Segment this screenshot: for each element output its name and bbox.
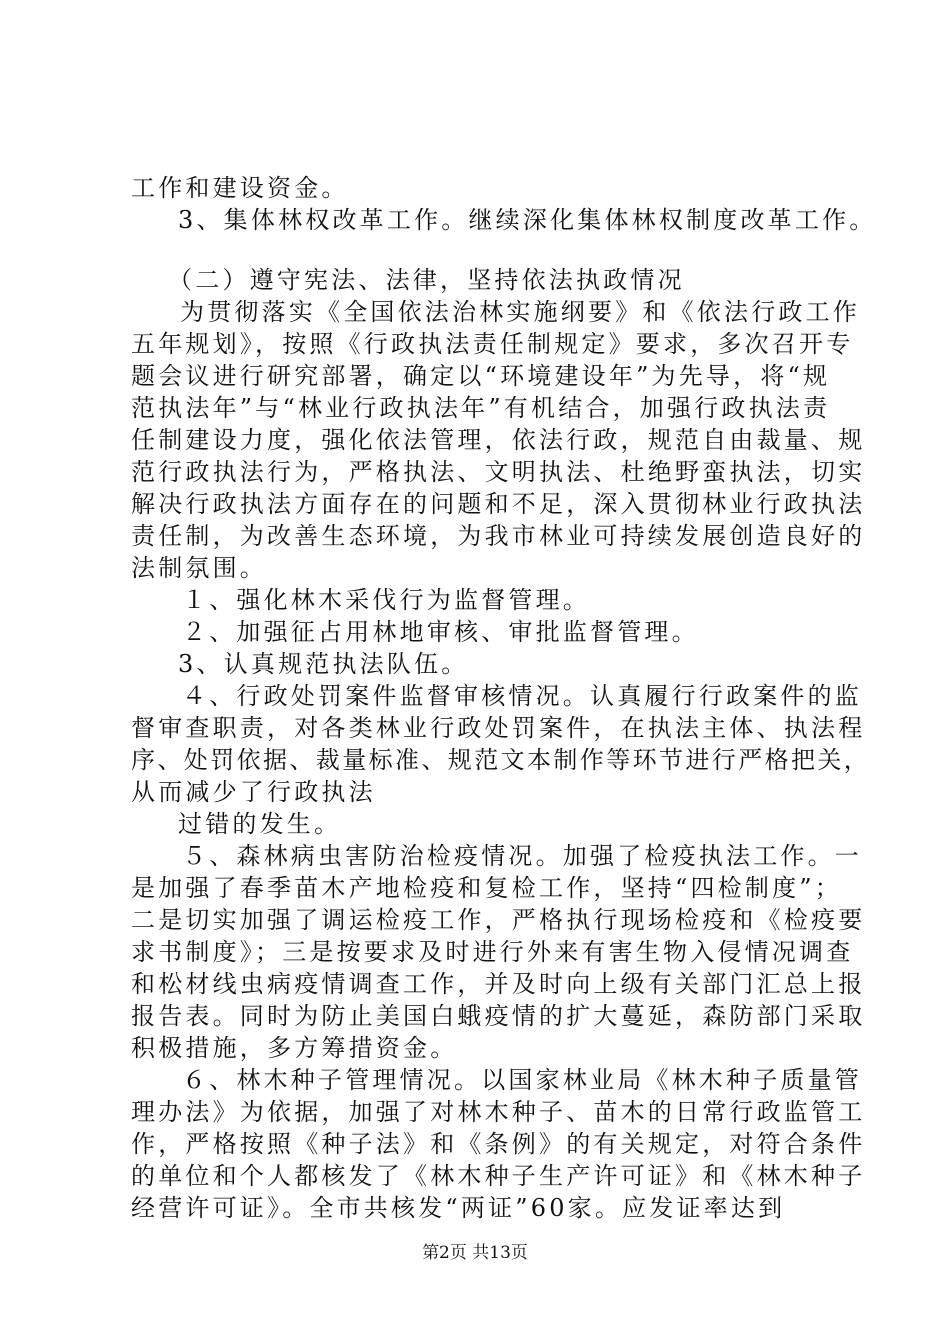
text-line: 范执法年”与“林业行政执法年”有机结合，加强行政执法责 (131, 394, 831, 422)
text-line: 五年规划》，按照《行政执法责任制规定》要求，多次召开专 (131, 330, 854, 358)
text-line: 理办法》为依据，加强了对林木种子、苗木的日常行政监管工 (131, 1098, 866, 1126)
text-line: 3、集体林权改革工作。继续深化集体林权制度改革工作。 (178, 206, 877, 234)
text-line: 工作和建设资金。 (131, 174, 349, 202)
text-line: 范行政执法行为，严格执法、文明执法、杜绝野蛮执法，切实 (131, 458, 866, 486)
text-line: 为贯彻落实《全国依法治林实施纲要》和《依法行政工作 (180, 298, 860, 326)
text-line: 解决行政执法方面存在的问题和不足，深入贯彻林业行政执法 (131, 490, 866, 518)
text-line: 的单位和个人都核发了《林木种子生产许可证》和《林木种子 (131, 1162, 866, 1190)
text-line: 是加强了春季苗木产地检疫和复检工作，坚持“四检制度”； (131, 874, 842, 902)
text-line: 法制氛围。 (131, 554, 267, 582)
text-line: 作，严格按照《种子法》和《条例》的有关规定，对符合条件 (131, 1130, 866, 1158)
list-item: ４、行政处罚案件监督审核情况。认真履行行政案件的监 (182, 682, 862, 710)
list-item: １、强化林木采伐行为监督管理。 (182, 586, 590, 614)
text-line: 二是切实加强了调运检疫工作，严格执行现场检疫和《检疫要 (131, 906, 866, 934)
list-item: ２、加强征占用林地审核、审批监督管理。 (182, 618, 699, 646)
page-number: 第2页 共13页 (422, 1243, 528, 1263)
list-item: 3、认真规范执法队伍。 (178, 650, 469, 678)
text-line: 和松材线虫病疫情调查工作，并及时向上级有关部门汇总上报 (131, 970, 866, 998)
text-line: 过错的发生。 (178, 810, 342, 838)
section-heading: （二）遵守宪法、法律，坚持依法执政情况 (168, 266, 685, 294)
text-line: 序、处罚依据、裁量标准、规范文本制作等环节进行严格把关， (131, 746, 871, 774)
text-line: 积极措施，多方筹措资金。 (131, 1034, 458, 1062)
list-item: ６、林木种子管理情况。以国家林业局《林木种子质量管 (182, 1066, 862, 1094)
text-line: 求书制度》；三是按要求及时进行外来有害生物入侵情况调查 (131, 938, 854, 966)
text-line: 报告表。同时为防止美国白蛾疫情的扩大蔓延，森防部门采取 (131, 1002, 866, 1030)
text-line: 任制建设力度，强化依法管理，依法行政，规范自由裁量、规 (131, 426, 866, 454)
text-line: 督审查职责，对各类林业行政处罚案件，在执法主体、执法程 (131, 714, 866, 742)
text-line: 从而减少了行政执法 (131, 778, 376, 806)
text-line: 经营许可证》。全市共核发“两证”60家。应发证率达到 (131, 1194, 786, 1222)
text-line: 责任制，为改善生态环境，为我市林业可持续发展创造良好的 (131, 522, 866, 550)
list-item: ５、森林病虫害防治检疫情况。加强了检疫执法工作。一 (182, 842, 862, 870)
text-line: 题会议进行研究部署，确定以“环境建设年”为先导，将“规 (131, 362, 831, 390)
